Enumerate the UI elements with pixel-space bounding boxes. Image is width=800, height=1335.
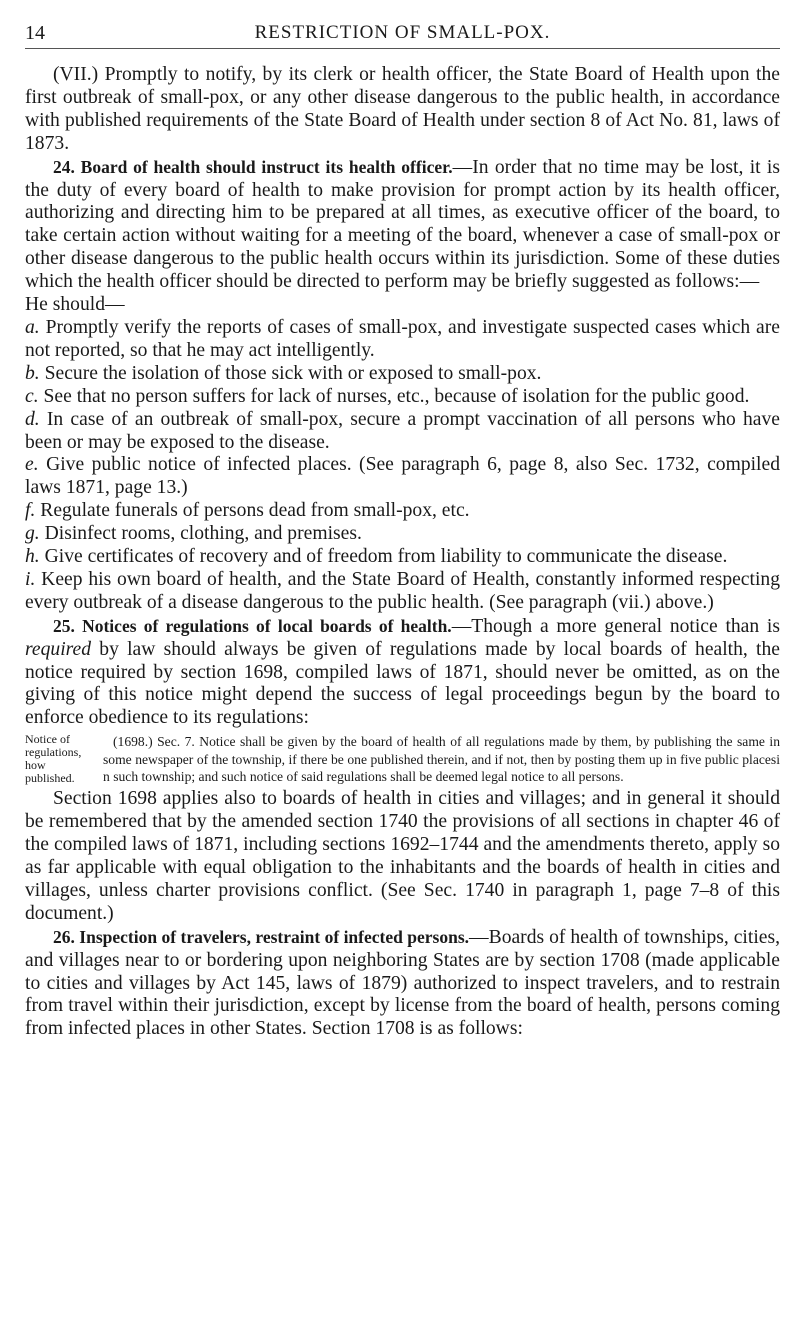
section-25-emphasis: required [25, 638, 92, 660]
page-body [25, 64, 780, 1041]
item-text: Disinfect rooms, clothing, and premises. [44, 523, 362, 545]
page-number: 14 [25, 22, 45, 44]
item-letter: h. [25, 546, 40, 568]
list-item [25, 569, 780, 615]
section-25-text-cont: by law should always be given of regulations made by local boards of health, the notice required by section 1698, compiled laws of 1871, should never be omitted, as on the giving of this notice might depend the success of legal proceedings begun by the board to enforce obedience to its regulations: [25, 638, 780, 729]
section-26-heading: 26. Inspection of travelers, restraint of infected persons. [53, 926, 470, 947]
item-text: Keep his own board of health, and the State Board of Health, constantly informed respecting every outbreak of a disease dangerous to the public health. (See paragraph (vii.) above.) [25, 568, 780, 613]
item-letter: g. [25, 523, 40, 545]
item-text: In case of an outbreak of small-pox, secure a prompt vaccination of all persons who have been or may be exposed to the disease. [25, 408, 780, 453]
list-item [25, 386, 780, 409]
item-text: Give certificates of recovery and of freedom from liability to communicate the disease. [44, 546, 728, 568]
item-letter: e. [25, 454, 39, 476]
margin-note: Notice of regulations, how published. [25, 732, 82, 786]
section-24-heading: 24. Board of health should instruct its health officer. [53, 156, 453, 177]
running-title: RESTRICTION OF SMALL-POX. [254, 22, 551, 43]
list-item [25, 409, 780, 455]
section-26-text: —Boards of health of townships, cities, and villages near to or bordering upon neighboring States are by section 1708 (made applicable to cities and villages by Act 145, laws of 1879) authorized to inspect travelers, and to restrain from travel within their jurisdiction, except by license from the board of health, persons coming from infected places in other States. Section 1708 is as follows: [25, 926, 780, 1040]
section-25-followup: Section 1698 applies also to boards of health in cities and villages; and in general it should be remembered that by the amended section 1740 the provisions of all sections in chapter 46 of the compiled laws of 1871, including sections 1692–1744 and the amendments thereto, apply so as far applicable with equal obligation to the inhabitants and the boards of health in cities and villages, unless charter provisions conflict. (See Sec. 1740 in paragraph 1, page 7–8 of this document.) [25, 788, 780, 924]
item-text: Give public notice of infected places. (See paragraph 6, page 8, also Sec. 1732, compiled laws 1871, page 13.) [25, 454, 780, 499]
section-25-heading: 25. Notices of regulations of local boards of health. [53, 615, 452, 636]
item-letter: f. [25, 500, 36, 522]
list-item [25, 454, 780, 500]
section-25 [25, 615, 780, 731]
list-item [25, 546, 780, 569]
section-25-text: —Though a more general notice than is [451, 615, 780, 637]
list-item [25, 317, 780, 363]
item-letter: c. [25, 385, 39, 407]
item-letter: a. [25, 316, 40, 338]
list-item [25, 363, 780, 386]
item-letter: b. [25, 362, 40, 384]
section-26 [25, 926, 780, 1042]
item-text: See that no person suffers for lack of nurses, etc., because of isolation for the public good. [43, 385, 750, 407]
item-text: Promptly verify the reports of cases of small-pox, and investigate suspected cases which are not reported, so that he may act intelligently. [25, 316, 780, 361]
page-header [25, 22, 780, 49]
item-text: Secure the isolation of those sick with or exposed to small-pox. [44, 362, 542, 384]
section-24-lead: He should— [25, 294, 125, 316]
item-text: Regulate funerals of persons dead from small-pox, etc. [40, 500, 470, 522]
section-24 [25, 156, 780, 294]
list-item [25, 500, 780, 523]
statute-excerpt [25, 733, 780, 785]
statute-text: (1698.) Sec. 7. Notice shall be given by the board of health of all regulations made by them, by publishing the same in some newspaper of the township, if there be one published therein, and if not, then by posting them up in five public placesi n such township; and such notice of said regulations shall be deemed legal notice to all persons. [103, 734, 780, 784]
item-letter: d. [25, 408, 40, 430]
paragraph-vii: (VII.) Promptly to notify, by its clerk or health officer, the State Board of Health upon the first outbreak of small-pox, or any other disease dangerous to the public health, in accordance with published requirements of the State Board of Health under section 8 of Act No. 81, laws of 1873. [25, 64, 780, 154]
section-24-text: —In order that no time may be lost, it is the duty of every board of health to make provision for prompt action by its health officer, authorizing and directing him to be prepared at all times, as executive officer of the board, to take certain action without waiting for a meeting of the board, whenever a case of small-pox or other disease dangerous to the public health occurs within its jurisdiction. Some of these duties which the health officer should be directed to perform may be briefly suggested as follows:— [25, 156, 780, 293]
list-item [25, 523, 780, 546]
item-letter: i. [25, 568, 36, 590]
